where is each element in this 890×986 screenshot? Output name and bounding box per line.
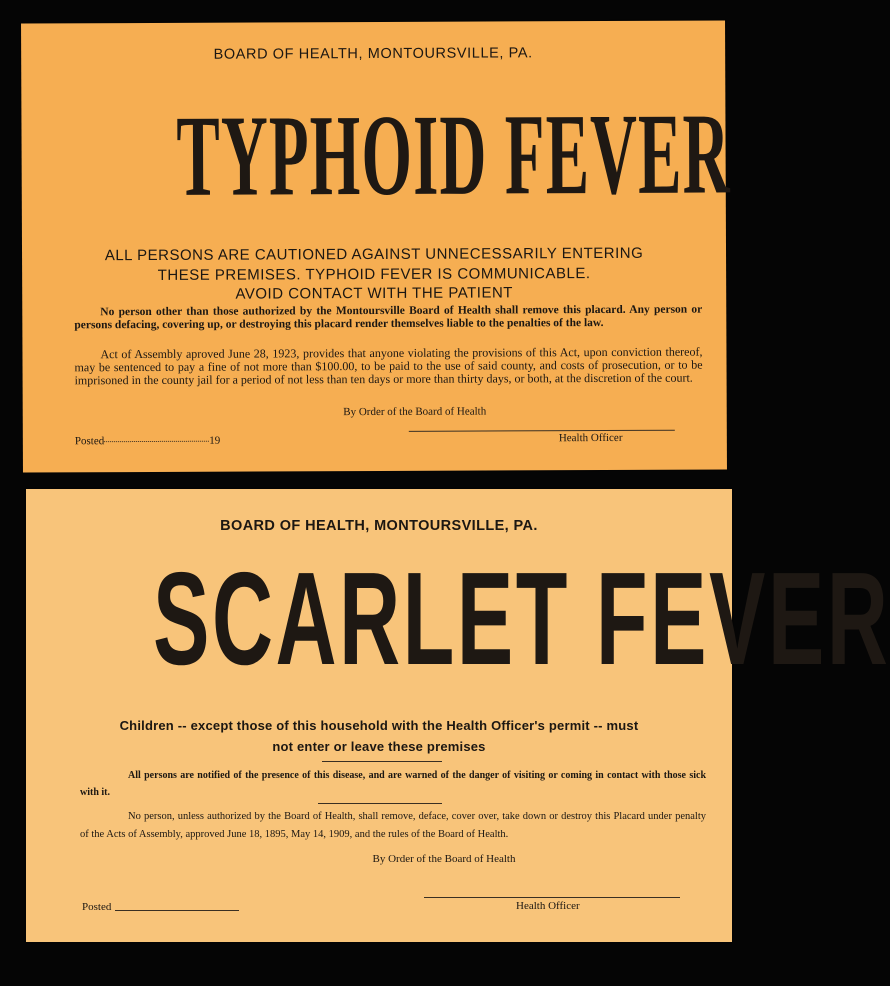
caution-line: AVOID CONTACT WITH THE PATIENT — [235, 284, 513, 303]
caution-text — [52, 244, 696, 305]
posted-blank — [104, 441, 209, 442]
placard-header: BOARD OF HEALTH, MONTOURSVILLE, PA. — [213, 45, 533, 63]
scarlet-fever-placard — [26, 489, 890, 942]
removal-notice: No person, unless authorized by the Board of Health, shall remove, deface, cover over, take down or destroy this Placard under penalty of the Acts of Assembly, approved June 18, 1895, May 14, 1909, and the rules of the Board of Health. — [80, 811, 706, 840]
health-officer-label: Health Officer — [516, 900, 580, 912]
placard-title: TYPHOID FEVER — [176, 90, 731, 221]
separator-rule — [318, 803, 442, 804]
posted-field — [75, 435, 220, 448]
posted-year: 19 — [209, 434, 221, 447]
caution-line: ALL PERSONS ARE CAUTIONED AGAINST UNNECESSARILY ENTERING — [104, 244, 644, 265]
children-warning-line: not enter or leave these premises — [272, 739, 486, 754]
placard-header: BOARD OF HEALTH, MONTOURSVILLE, PA. — [220, 518, 538, 534]
typhoid-fever-placard — [21, 20, 731, 472]
posted-label: Posted — [74, 435, 105, 448]
by-order-line: By Order of the Board of Health — [372, 853, 516, 865]
removal-notice: No person other than those authorized by the Montoursville Board of Health shall remove this placard. Any person or persons defacing, covering up, or destroying this placard render themselves liable to the penalties of the law. — [74, 303, 703, 332]
placard-title: SCARLET FEVER — [153, 545, 890, 692]
posted-label: Posted — [82, 901, 112, 913]
children-warning-line: Children -- except those of this household with the Health Officer's permit -- must — [119, 718, 639, 733]
posted-blank — [115, 910, 239, 911]
health-officer-label: Health Officer — [558, 431, 623, 445]
act-of-assembly-text: Act of Assembly aproved June 28, 1923, provides that anyone violating the provisions of this Act, upon conviction thereof, may be sentenced to pay a fine of not more than $100.00, to be paid to the use of said county, and costs of prosecution, or to be imprisoned in the county jail for a period of not less than ten days or more than thirty days, or both, at the discretion of the court. — [74, 344, 703, 388]
caution-line: THESE PREMISES. TYPHOID FEVER IS COMMUNICABLE. — [157, 264, 591, 284]
posted-field — [82, 901, 239, 913]
separator-rule — [322, 761, 442, 762]
officer-signature-line — [424, 897, 680, 898]
notify-text: All persons are notified of the presence of this disease, and are warned of the danger of visiting or coming in contact with those sick with it. — [80, 770, 706, 798]
children-warning — [66, 715, 692, 757]
officer-signature-line — [409, 430, 675, 432]
by-order-line: By Order of the Board of Health — [343, 405, 487, 419]
